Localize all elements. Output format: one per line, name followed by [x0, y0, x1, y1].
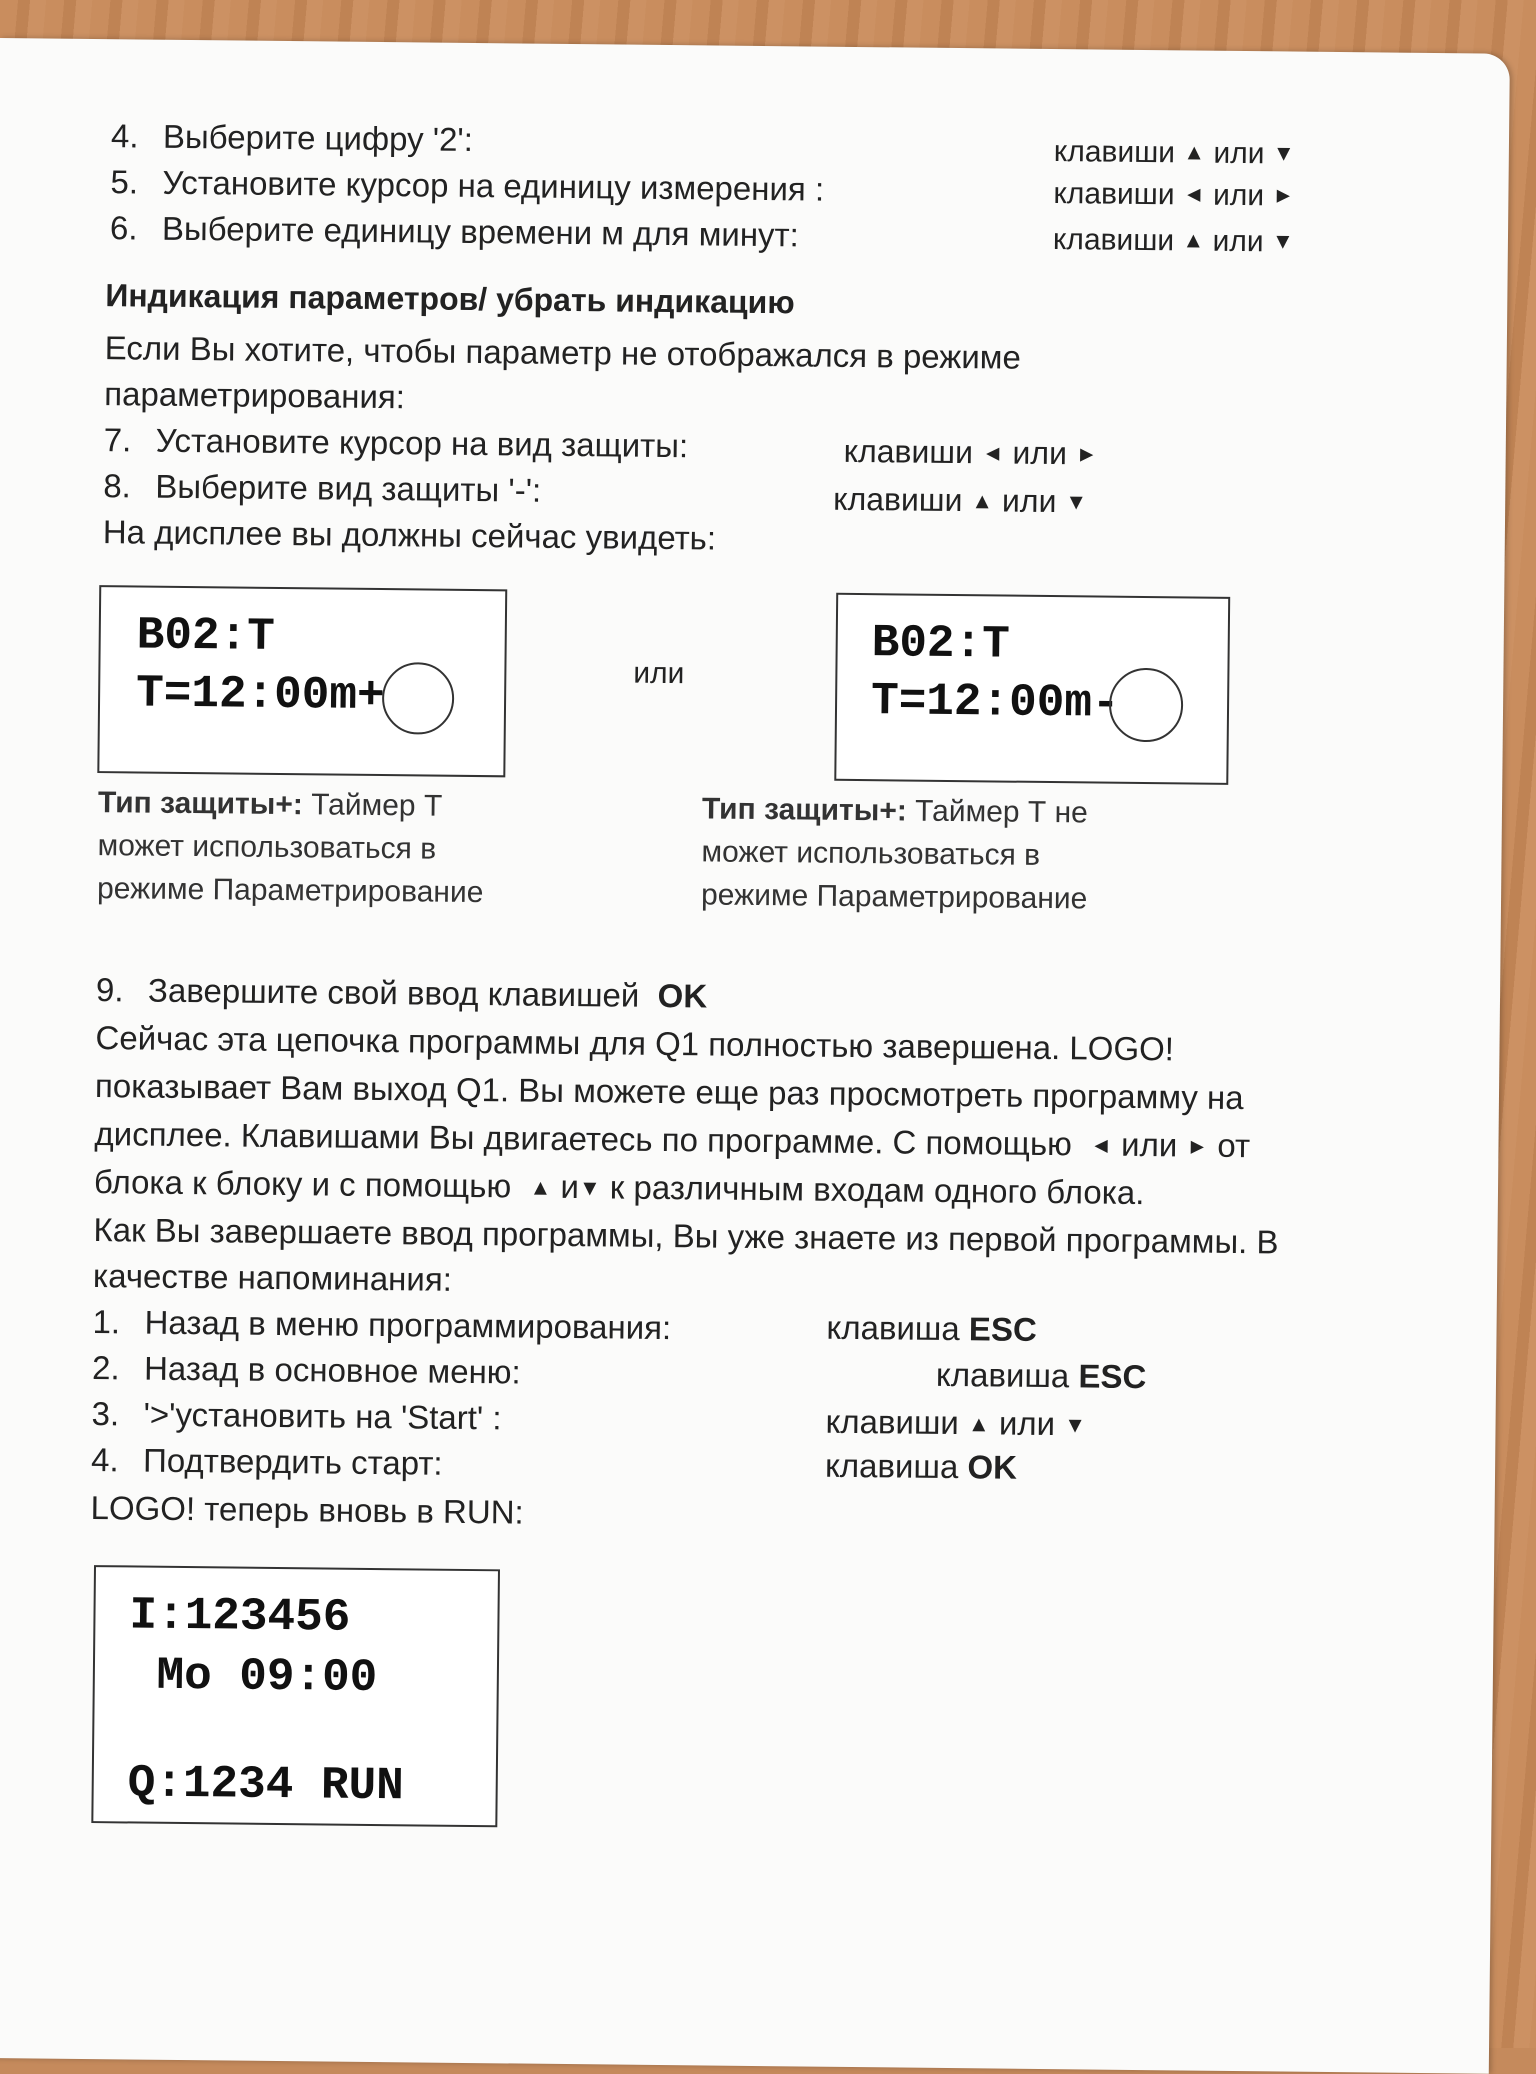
- or-label: или: [633, 656, 685, 691]
- step-back-programming-keys: клавиша ESC: [826, 1308, 1037, 1348]
- down-arrow-icon: ▼: [1064, 1412, 1087, 1438]
- step-5-keys: клавиши ◄ или ►: [1053, 177, 1295, 213]
- up-arrow-icon: ▲: [1182, 227, 1205, 253]
- up-arrow-icon: ▲: [967, 1411, 990, 1437]
- highlight-circle: [382, 662, 455, 735]
- document-page: [0, 38, 1510, 2074]
- down-arrow-icon: ▼: [578, 1175, 601, 1201]
- para-line-1: Сейчас эта цепочка программы для Q1 полностью завершена. LOGO!: [95, 1019, 1175, 1068]
- step-9: 9. Завершите свой ввод клавишей OK: [95, 971, 708, 1015]
- section-heading: Индикация параметров/ убрать индикацию: [105, 277, 795, 321]
- highlight-circle: [1109, 668, 1184, 743]
- para-line-5: Как Вы завершаете ввод программы, Вы уже знаете из первой программы. В: [93, 1211, 1279, 1261]
- para-line-3: дисплее. Клавишами Вы двигаетесь по программе. С помощью ◄ или ► от: [94, 1115, 1251, 1165]
- step-8-keys: клавиши ▲ или ▼: [833, 480, 1088, 520]
- caption-right: Тип защиты+: Таймер Т не может использоваться в режиме Параметрирование: [700, 792, 1088, 916]
- lcd-line-3: Q:1234 RUN: [127, 1757, 405, 1813]
- right-arrow-icon: ►: [1186, 1133, 1209, 1159]
- up-arrow-icon: ▲: [971, 488, 994, 514]
- down-arrow-icon: ▼: [1065, 489, 1088, 515]
- lcd-line-1: B02:T: [871, 617, 1011, 671]
- step-6-keys: клавиши ▲ или ▼: [1052, 223, 1294, 259]
- caption-left: Тип защиты+: Таймер Т может использоваться в режиме Параметрирование: [96, 786, 484, 910]
- step-set-start-keys: клавиши ▲ или ▼: [825, 1402, 1087, 1443]
- step-4-keys: клавиши ▲ или ▼: [1053, 135, 1295, 171]
- lcd-line-1: B02:T: [136, 609, 276, 663]
- step-4: 4. Выберите цифру '2':: [110, 117, 474, 158]
- run-line: LOGO! теперь вновь в RUN:: [90, 1489, 524, 1531]
- para-line-6: качестве напоминания:: [92, 1257, 453, 1298]
- step-confirm-start: 4. Подтвердить старт:: [90, 1441, 443, 1482]
- lcd-line-2: T=12:00m+: [135, 667, 385, 723]
- lcd-line-2: Mo 09:00: [128, 1649, 378, 1705]
- lcd-display-run: [91, 1565, 500, 1827]
- step-7-keys: клавиши ◄ или ►: [843, 432, 1098, 472]
- display-intro: На дисплее вы должны сейчас увидеть:: [102, 513, 717, 557]
- step-back-programming: 1. Назад в меню программирования:: [92, 1303, 672, 1347]
- lcd-display-right: [834, 593, 1230, 785]
- step-7: 7. Установите курсор на вид защиты:: [103, 421, 689, 465]
- para-line-2: показывает Вам выход Q1. Вы можете еще раз просмотреть программу на: [94, 1067, 1244, 1117]
- step-back-main: 2. Назад в основное меню:: [91, 1349, 521, 1391]
- up-arrow-icon: ▲: [1183, 139, 1206, 165]
- step-back-main-keys: клавиша ESC: [935, 1355, 1147, 1396]
- lcd-display-left: [97, 585, 507, 777]
- down-arrow-icon: ▼: [1271, 228, 1294, 254]
- right-arrow-icon: ►: [1272, 182, 1295, 208]
- down-arrow-icon: ▼: [1272, 140, 1295, 166]
- left-arrow-icon: ◄: [1090, 1132, 1113, 1158]
- up-arrow-icon: ▲: [529, 1174, 552, 1200]
- step-set-start: 3. '>'установить на 'Start' :: [91, 1395, 502, 1437]
- intro-line-2: параметрирования:: [104, 375, 406, 416]
- intro-line-1: Если Вы хотите, чтобы параметр не отображался в режиме: [104, 329, 1022, 376]
- step-8: 8. Выберите вид защиты '-':: [103, 467, 542, 509]
- step-confirm-start-keys: клавиша OK: [824, 1446, 1018, 1486]
- lcd-line-2: T=12:00m-: [870, 675, 1120, 730]
- step-5: 5. Установите курсор на единицу измерения :: [110, 163, 825, 208]
- step-6: 6. Выберите единицу времени м для минут:: [109, 209, 800, 254]
- lcd-line-1: I:123456: [129, 1589, 351, 1644]
- left-arrow-icon: ◄: [1182, 181, 1205, 207]
- para-line-4: блока к блоку и с помощью ▲ и▼ к различным входам одного блока.: [93, 1163, 1145, 1212]
- left-arrow-icon: ◄: [981, 440, 1004, 466]
- right-arrow-icon: ►: [1075, 441, 1098, 467]
